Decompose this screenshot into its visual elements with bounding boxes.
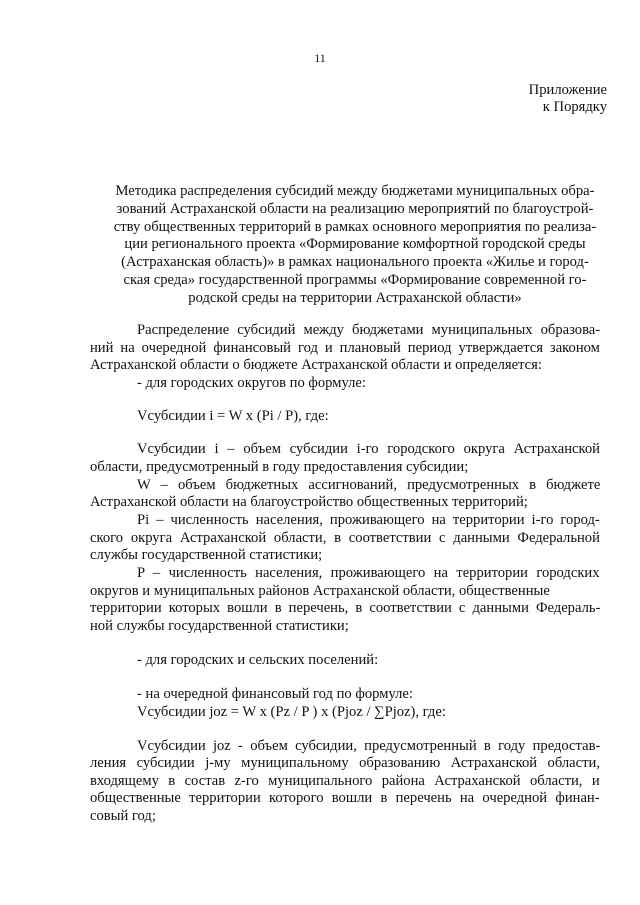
- body-line: входящему в состав z-го муниципального района Астраханской области, и: [90, 773, 600, 789]
- body-line: Pi – численность населения, проживающего на территории i-го город-: [137, 512, 600, 528]
- appendix-subtitle: к Порядку: [542, 99, 607, 115]
- body-line: ний на очередной финансовый год и плановый период утверждается законом: [90, 340, 600, 356]
- title-line: ская среда» государственной программы «Формирование современной го-: [123, 272, 587, 288]
- body-line: Распределение субсидий между бюджетами муниципальных образова-: [137, 322, 601, 338]
- body-line: области, предусмотренный в году предоставления субсидии;: [90, 459, 469, 475]
- title-line: зований Астраханской области на реализацию мероприятий по благоустрой-: [116, 201, 594, 217]
- body-line: совый год;: [90, 808, 156, 824]
- body-line: P – численность населения, проживающего на территории городских: [137, 565, 600, 581]
- body-line: Астраханской области на благоустройство общественных территорий;: [90, 494, 528, 510]
- title-line: ции регионального проекта «Формирование комфортной городской среды: [124, 236, 586, 252]
- body-line: - на очередной финансовый год по формуле:: [137, 686, 413, 702]
- title-line: ству общественных территорий в рамках основного мероприятия по реализа-: [113, 219, 597, 235]
- body-line: Vсубсидии i – объем субсидии i-го городского округа Астраханской: [137, 441, 600, 457]
- body-line: округов и муниципальных районов Астраханской области, общественные: [90, 583, 550, 599]
- body-line: Астраханской области о бюджете Астраханской области и определяется:: [90, 357, 542, 373]
- body-line: - для городских округов по формуле:: [137, 375, 366, 391]
- body-line: W – объем бюджетных ассигнований, предусмотренных в бюджете: [137, 477, 601, 493]
- title-line: Методика распределения субсидий между бюджетами муниципальных обра-: [115, 183, 595, 199]
- body-line: ского округа Астраханской области, в соответствии с данными Федеральной: [90, 530, 600, 546]
- title-line: (Астраханская область)» в рамках национального проекта «Жилье и город-: [121, 254, 589, 270]
- formula-line: Vсубсидии joz = W x (Pz / P ) x (Pjoz / ∑Pjoz), где:: [137, 704, 446, 720]
- title-line: родской среды на территории Астраханской области»: [188, 290, 522, 306]
- body-line: ления субсидии j-му муниципальному образованию Астраханской области,: [90, 755, 600, 771]
- body-line: - для городских и сельских поселений:: [137, 652, 379, 668]
- body-line: службы государственной статистики;: [90, 547, 323, 563]
- body-line: ной службы государственной статистики;: [90, 618, 349, 634]
- page-number: 11: [314, 51, 326, 65]
- body-line: общественные территории которого вошли в перечень на очередной финан-: [90, 790, 600, 806]
- body-line: территории которых вошли в перечень, в соответствии с данными Федераль-: [90, 600, 601, 616]
- formula-line: Vсубсидии i = W x (Pi / P), где:: [137, 408, 329, 424]
- appendix-label: Приложение: [528, 82, 607, 98]
- body-line: Vсубсидии joz - объем субсидии, предусмотренный в году предостав-: [137, 738, 601, 754]
